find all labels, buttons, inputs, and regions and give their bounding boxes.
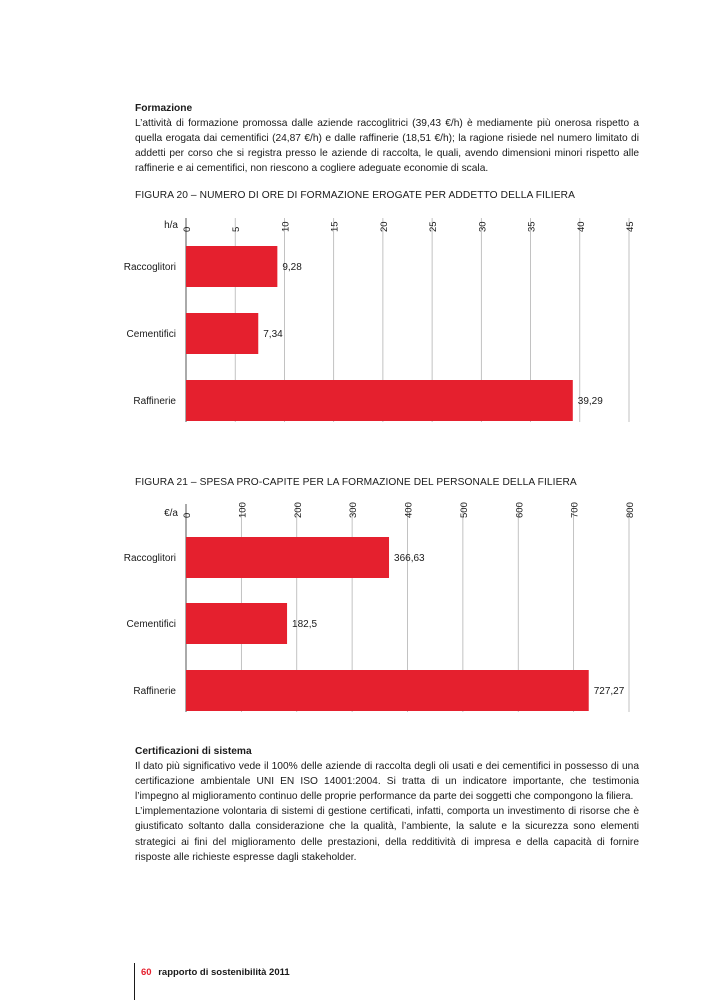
tick-label: 45 [625, 221, 636, 232]
tick-label: 800 [625, 502, 636, 518]
tick-label: 25 [428, 221, 440, 232]
tick-label: 200 [292, 502, 304, 518]
category-label: Raccoglitori [123, 262, 176, 273]
tick-label: 30 [477, 221, 489, 232]
value-label: 727,27 [593, 686, 625, 697]
category-label: Cementifici [126, 619, 176, 630]
value-label: 9,28 [282, 262, 302, 273]
tick-label: 100 [237, 502, 249, 518]
tick-label: 600 [514, 502, 526, 518]
tick-label: 35 [526, 221, 538, 232]
tick-label: 15 [329, 221, 341, 232]
footer-title: rapporto di sostenibilità 2011 [158, 967, 290, 978]
page-number: 60 [141, 967, 152, 978]
section-paragraph: Il dato più significativo vede il 100% delle aziende di raccolta degli oli usati e dei cementifici in possesso di una certificazione ambientale UNI EN ISO 14001:2004. Si tratta di un indicatore importante, che testimonia l’impegno al miglioramento continuo delle proprie performance da parte dei soggetti che compongono la filiera. [135, 761, 639, 803]
category-label: Cementifici [126, 329, 176, 340]
value-label: 366,63 [394, 553, 425, 564]
value-label: 182,5 [292, 619, 318, 630]
tick-label: 0 [182, 226, 193, 232]
tick-label: 700 [569, 502, 581, 518]
bar [186, 670, 589, 711]
unit-label: €/a [164, 508, 178, 519]
category-label: Raffinerie [133, 396, 176, 407]
unit-label: h/a [164, 220, 178, 231]
section-certificazioni [135, 744, 639, 865]
section-paragraph: L’implementazione volontaria di sistemi di gestione certificati, infatti, comporta un investimento di risorse che è giustificato soltanto dalla considerazione che la qualità, l’ambiente, la salute e la sicurezza sono elementi strategici ai fini del miglioramento delle prestazioni, della redditività di impresa e della capacità di fornire risposte alle richieste espresse dagli stakeholder. [135, 806, 639, 863]
bar [186, 603, 287, 644]
footer-rule [134, 963, 135, 1000]
tick-label: 5 [231, 226, 243, 232]
tick-label: 0 [182, 512, 193, 518]
tick-label: 40 [575, 221, 587, 232]
tick-label: 20 [378, 221, 390, 232]
value-label: 39,29 [577, 396, 603, 407]
value-label: 7,34 [263, 329, 283, 340]
tick-label: 500 [458, 502, 470, 518]
tick-label: 400 [403, 502, 415, 518]
tick-label: 300 [348, 502, 360, 518]
figure-21-caption: FIGURA 21 – SPESA PRO-CAPITE PER LA FORMAZIONE DEL PERSONALE DELLA FILIERA [135, 477, 577, 488]
bar [186, 537, 389, 578]
section-heading: Formazione [135, 103, 193, 114]
section-heading: Certificazioni di sistema [135, 746, 252, 757]
section-paragraph: L’attività di formazione promossa dalle aziende raccoglitrici (39,43 €/h) è mediamente più onerosa rispetto a quella erogata dai cementifici (24,87 €/h) e dalle raffinerie (18,51 €/h); la ragione risiede nel numero limitato di addetti per corso che si registra presso le aziende di raccolta, le quali, avendo dimensioni minori rispetto alle raffinerie e ai cementifici, non riescono a cogliere adeguate economie di scala. [135, 118, 639, 175]
category-label: Raccoglitori [123, 553, 176, 564]
figure-20-caption: FIGURA 20 – NUMERO DI ORE DI FORMAZIONE EROGATE PER ADDETTO DELLA FILIERA [135, 190, 575, 201]
category-label: Raffinerie [133, 686, 176, 697]
tick-label: 10 [280, 221, 292, 232]
footer [141, 967, 290, 978]
